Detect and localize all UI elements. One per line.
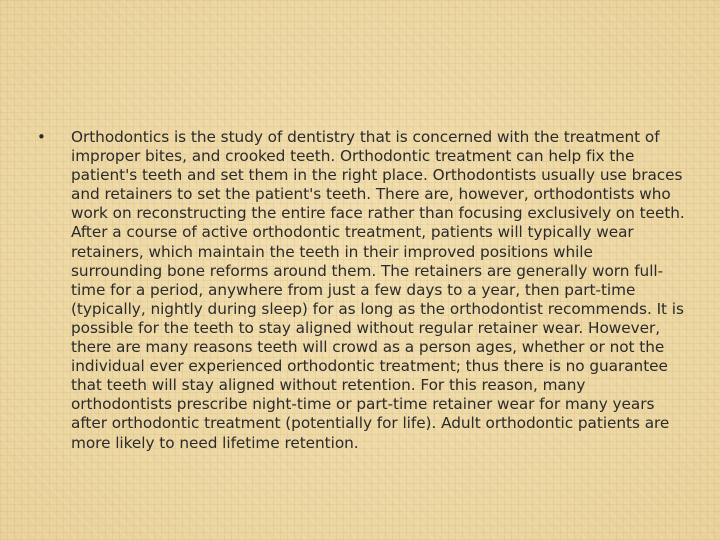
bullet-body-text: Orthodontics is the study of dentistry that is concerned with the treatment of improper bites, and crooked teeth. Orthodontic treatment can help fix the patient's teeth and set them in the right place. Orthodontists usually use braces and retainers to set the patient's teeth. There are, however, orthodontists who work on reconstructing the entire face rather than focusing exclusively on teeth. After a course of active orthodontic treatment, patients will typically wear retainers, which maintain the teeth in their improved positions while surrounding bone reforms around them. The retainers are generally worn full-time for a period, anywhere from just a few days to a year, then part-time (typically, nightly during sleep) for as long as the orthodontist recommends. It is possible for the teeth to stay aligned without regular retainer wear. However, there are many reasons teeth will crowd as a person ages, whether or not the individual ever experienced orthodontic treatment; thus there is no guarantee that teeth will stay aligned without retention. For this reason, many orthodontists prescribe night-time or part-time retainer wear for many years after orthodontic treatment (potentially for life). Adult orthodontic patients are more likely to need lifetime retention. xyxy=(71,128,685,452)
bullet-marker: • xyxy=(37,128,46,146)
bullet-list-item xyxy=(36,128,686,453)
